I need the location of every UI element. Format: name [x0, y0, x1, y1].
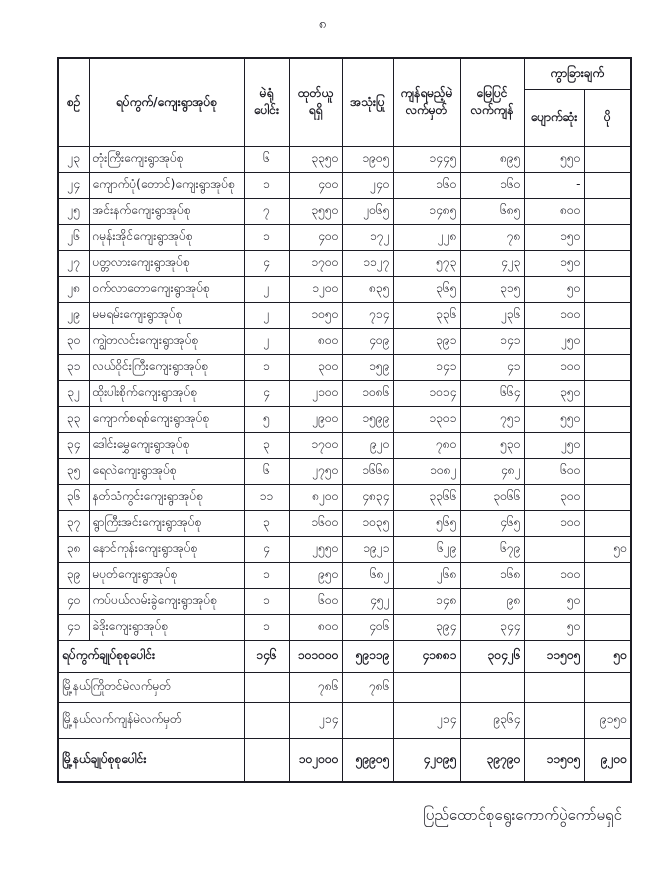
row-cell — [584, 224, 631, 250]
row-cell: ၃၉၁ — [393, 328, 460, 354]
row-name-cell: တုံးကြီးကျေးရွာအုပ်စု — [89, 146, 244, 172]
row-name-cell: ဝက်လာတောကျေးရွာအုပ်စု — [89, 276, 244, 302]
row-cell: ၁၆၀၀ — [289, 510, 342, 536]
row-name-cell: ရွာကြီးအင်းကျေးရွာအုပ်စု — [89, 510, 244, 536]
table-row — [58, 276, 631, 302]
row-cell: ၃၉၄ — [393, 614, 460, 640]
row-cell: ၆ — [244, 458, 289, 484]
row-cell: ၈၀၀ — [289, 328, 342, 354]
row-cell: ၂၁၀၀ — [289, 380, 342, 406]
table-row — [58, 250, 631, 276]
balance-stations — [244, 702, 289, 738]
row-cell: ၅၃၀ — [460, 432, 524, 458]
row-cell — [584, 250, 631, 276]
row-cell — [584, 146, 631, 172]
balance-used — [342, 702, 393, 738]
row-cell: ၃၁၅ — [460, 276, 524, 302]
row-seq-cell: ၃၇ — [58, 510, 89, 536]
row-cell: ၁ — [244, 354, 289, 380]
row-cell: ၄၈၂ — [460, 458, 524, 484]
row-seq-cell: ၂၈ — [58, 276, 89, 302]
advance-due — [393, 672, 460, 702]
row-cell: ၂၇၅၀ — [289, 458, 342, 484]
row-seq-cell: ၂၇ — [58, 250, 89, 276]
balance-ground: ၉၃၆၄ — [460, 702, 524, 738]
row-cell: ၆၆၄ — [460, 380, 524, 406]
advance-extra — [584, 672, 631, 702]
row-cell: ၂ — [244, 276, 289, 302]
row-cell: ၆ — [244, 146, 289, 172]
table-row — [58, 198, 631, 224]
row-name-cell: နတ်သံကွင်းကျေးရွာအုပ်စု — [89, 484, 244, 510]
ward-total-extra: ၅၀ — [584, 640, 631, 672]
row-cell: ၁၀၁၄ — [393, 380, 460, 406]
row-cell: ၈၃၅ — [342, 276, 393, 302]
row-cell: ၁၀၈၆ — [342, 380, 393, 406]
table-row — [58, 146, 631, 172]
row-cell — [584, 458, 631, 484]
row-cell: ၃ — [244, 510, 289, 536]
row-cell — [584, 198, 631, 224]
balance-ballots-row — [58, 702, 631, 738]
table-header — [58, 58, 631, 146]
row-cell: ၂၅၀ — [524, 328, 584, 354]
balance-received: ၂၁၄ — [289, 702, 342, 738]
row-cell: ၄၀၀ — [289, 172, 342, 198]
table-row — [58, 406, 631, 432]
row-cell: ၅၀ — [524, 614, 584, 640]
row-cell: ၁၀၅၀ — [289, 302, 342, 328]
row-cell: ၆၈၂ — [342, 562, 393, 588]
row-cell: ၃ — [244, 432, 289, 458]
township-total-lost: ၁၁၅၀၅ — [524, 738, 584, 782]
row-seq-cell: ၂၅ — [58, 198, 89, 224]
row-cell: ၁၄၄၅ — [393, 146, 460, 172]
advance-used: ၇၈၆ — [342, 672, 393, 702]
row-cell: ၅၇၃ — [393, 250, 460, 276]
advance-ballots-row — [58, 672, 631, 702]
row-cell: ၄၆၅ — [460, 510, 524, 536]
table-row — [58, 510, 631, 536]
row-cell: ၄၂၃ — [460, 250, 524, 276]
row-cell: ၃၀၆၆ — [460, 484, 524, 510]
row-cell: ၇၈ — [460, 224, 524, 250]
header-ward-village: ရပ်ကွက်/ကျေးရွာအုပ်စု — [89, 58, 244, 146]
ward-total-stations: ၁၄၆ — [244, 640, 289, 672]
row-seq-cell: ၃၆ — [58, 484, 89, 510]
table-row — [58, 354, 631, 380]
row-cell: ၆၈၅ — [460, 198, 524, 224]
row-cell: - — [524, 172, 584, 198]
advance-ballots-label: မြို့နယ်ကြိုတင်မဲလက်မှတ် — [58, 672, 244, 702]
table-row — [58, 536, 631, 562]
row-cell: ၆၂၉ — [393, 536, 460, 562]
row-cell: ၁ — [244, 224, 289, 250]
header-used: အသုံးပြု — [342, 58, 393, 146]
row-name-cell: ကပ်ပယ်လမ်းခွဲကျေးရွာအုပ်စု — [89, 588, 244, 614]
row-cell: ၁၅၉၉ — [342, 406, 393, 432]
row-cell — [584, 328, 631, 354]
row-cell: ၇၁၄ — [342, 302, 393, 328]
row-cell: ၁၆၆၈ — [342, 458, 393, 484]
row-cell: ၄ — [244, 250, 289, 276]
row-cell — [584, 406, 631, 432]
row-name-cell: ကျောက်စရစ်ကျေးရွာအုပ်စု — [89, 406, 244, 432]
row-cell: ၂၅၅၀ — [289, 536, 342, 562]
row-name-cell: ကျောက်ပုံ(တောင်)ကျေးရွာအုပ်စု — [89, 172, 244, 198]
row-cell: ၂ — [244, 302, 289, 328]
header-seq: စဉ် — [58, 58, 89, 146]
row-cell: ၃၀၀ — [524, 484, 584, 510]
row-seq-cell: ၃၃ — [58, 406, 89, 432]
row-cell: ၇၈၀ — [393, 432, 460, 458]
row-cell: ၁ — [244, 588, 289, 614]
row-cell: ၆၇၉ — [460, 536, 524, 562]
row-cell: ၆၀၀ — [524, 458, 584, 484]
row-seq-cell: ၃၁ — [58, 354, 89, 380]
row-name-cell: ထိုးပါးစိုက်ကျေးရွာအုပ်စု — [89, 380, 244, 406]
row-cell: ၄ — [244, 380, 289, 406]
row-cell — [584, 588, 631, 614]
township-total-received: ၁၀၂၀၀၀ — [289, 738, 342, 782]
row-cell: ၃၅၅၀ — [289, 198, 342, 224]
row-cell: ၃၀၀ — [289, 354, 342, 380]
row-seq-cell: ၂၄ — [58, 172, 89, 198]
row-cell: ၁၄၁ — [393, 354, 460, 380]
row-cell: ၂၅၀ — [524, 432, 584, 458]
row-cell: ၁၇၀၀ — [289, 432, 342, 458]
row-cell: ၁၆၈ — [460, 562, 524, 588]
advance-received: ၇၈၆ — [289, 672, 342, 702]
row-cell: ၈၂၀၀ — [289, 484, 342, 510]
row-name-cell: ဒေါင်းမွှေကျေးရွာအုပ်စု — [89, 432, 244, 458]
row-cell: ၁၀၈၂ — [393, 458, 460, 484]
row-cell: ၅၆၅ — [393, 510, 460, 536]
table-summary — [58, 640, 631, 782]
header-lost: ပျောက်ဆုံး — [524, 89, 584, 146]
table-row — [58, 562, 631, 588]
row-cell: ၁၉၂၁ — [342, 536, 393, 562]
township-total-stations — [244, 738, 289, 782]
advance-ground — [460, 672, 524, 702]
row-name-cell: အင်းနက်ကျေးရွာအုပ်စု — [89, 198, 244, 224]
row-seq-cell: ၂၉ — [58, 302, 89, 328]
ward-total-used: ၅၉၁၁၉ — [342, 640, 393, 672]
row-cell: ၅၀ — [524, 276, 584, 302]
ward-total-lost: ၁၁၅၀၅ — [524, 640, 584, 672]
row-name-cell: နောင်ကုန်းကျေးရွာအုပ်စု — [89, 536, 244, 562]
ballot-summary-table — [57, 57, 632, 783]
row-cell: ၁၁ — [244, 484, 289, 510]
row-cell: ၁၅၀ — [524, 224, 584, 250]
header-extra: ပို — [584, 89, 631, 146]
table-row — [58, 614, 631, 640]
row-cell: ၁၆၀ — [393, 172, 460, 198]
row-cell: ၁၅၉ — [342, 354, 393, 380]
row-cell: ၁၀၃၅ — [342, 510, 393, 536]
balance-ballots-label: မြို့နယ်လက်ကျန်မဲလက်မှတ် — [58, 702, 244, 738]
table-row — [58, 328, 631, 354]
row-cell: ၁ — [244, 614, 289, 640]
row-cell: ၂၀၆၅ — [342, 198, 393, 224]
township-total-label: မြို့နယ်ချုပ်စုစုပေါင်း — [58, 738, 244, 782]
township-total-ground: ၃၉၇၉၀ — [460, 738, 524, 782]
row-cell: ၄၈၃၄ — [342, 484, 393, 510]
header-ground-balance: မြေပြင်လက်ကျန် — [460, 58, 524, 146]
row-cell: ၂၂၈ — [393, 224, 460, 250]
row-cell: ၉၈ — [460, 588, 524, 614]
row-cell: ၁၁၂၇ — [342, 250, 393, 276]
table-row — [58, 432, 631, 458]
row-cell: ၁၉၀၅ — [342, 146, 393, 172]
row-cell: ၃၃၆ — [393, 302, 460, 328]
advance-lost — [524, 672, 584, 702]
row-cell — [584, 380, 631, 406]
row-name-cell: ဂမုန်းအိုင်ကျေးရွာအုပ်စု — [89, 224, 244, 250]
ward-total-label: ရပ်ကွက်ချုပ်စုစုပေါင်း — [58, 640, 244, 672]
row-cell: ၄ — [244, 536, 289, 562]
row-cell: ၄၁ — [460, 354, 524, 380]
row-cell: ၂ — [244, 328, 289, 354]
row-cell: ၁ — [244, 562, 289, 588]
table-row — [58, 458, 631, 484]
row-cell: ၄၀၀ — [289, 224, 342, 250]
township-total-due: ၄၂၀၉၅ — [393, 738, 460, 782]
row-seq-cell: ၂၆ — [58, 224, 89, 250]
row-cell — [584, 432, 631, 458]
row-name-cell: မမရမ်းကျေးရွာအုပ်စု — [89, 302, 244, 328]
row-cell: ၃၄၄ — [460, 614, 524, 640]
row-cell: ၈၀၀ — [524, 198, 584, 224]
row-cell: ၁၇၀၀ — [289, 250, 342, 276]
row-name-cell: ရေလဲကျေးရွာအုပ်စု — [89, 458, 244, 484]
commission-signature: ပြည်ထောင်စုရွေးကောက်ပွဲကော်မရှင် — [423, 806, 622, 824]
advance-stations — [244, 672, 289, 702]
row-name-cell: ကျွဲတလင်းကျေးရွာအုပ်စု — [89, 328, 244, 354]
row-seq-cell: ၄၁ — [58, 614, 89, 640]
row-cell: ၁၅၀ — [524, 250, 584, 276]
row-cell: ၅ — [244, 406, 289, 432]
row-cell: ၉၅၀ — [289, 562, 342, 588]
table-row — [58, 484, 631, 510]
table-row — [58, 302, 631, 328]
row-cell: ၇၅၁ — [460, 406, 524, 432]
row-cell: ၈၉၅ — [460, 146, 524, 172]
ward-total-due: ၄၁၈၈၁ — [393, 640, 460, 672]
header-ballots-due: ကျန်ရမည့်မဲလက်မှတ် — [393, 58, 460, 146]
row-name-cell: ပတ္တလားကျေးရွာအုပ်စု — [89, 250, 244, 276]
row-cell: ၈၀၀ — [289, 614, 342, 640]
row-cell: ၁၀၀ — [524, 562, 584, 588]
row-cell — [584, 562, 631, 588]
row-cell: ၄၀၆ — [342, 614, 393, 640]
row-cell — [584, 172, 631, 198]
row-cell: ၁ — [244, 172, 289, 198]
row-cell — [584, 614, 631, 640]
row-cell — [584, 510, 631, 536]
row-cell: ၃၃၅၀ — [289, 146, 342, 172]
row-seq-cell: ၃၀ — [58, 328, 89, 354]
row-cell: ၅၅၀ — [524, 146, 584, 172]
row-cell: ၁၄၈ — [393, 588, 460, 614]
row-cell: ၂၆၈ — [393, 562, 460, 588]
table-row — [58, 588, 631, 614]
row-cell: ၁၂၀၀ — [289, 276, 342, 302]
row-cell: ၉၂၀ — [342, 432, 393, 458]
table-row — [58, 172, 631, 198]
header-difference: ကွာခြားချက် — [524, 58, 631, 89]
row-cell: ၁၀၀ — [524, 354, 584, 380]
row-cell: ၆၀၀ — [289, 588, 342, 614]
row-cell — [584, 354, 631, 380]
row-cell: ၃၆၅ — [393, 276, 460, 302]
row-cell — [524, 536, 584, 562]
ward-total-ground: ၃၀၄၂၆ — [460, 640, 524, 672]
balance-extra: ၉၁၅၀ — [584, 702, 631, 738]
row-cell: ၁၀၀ — [524, 510, 584, 536]
balance-due: ၂၁၄ — [393, 702, 460, 738]
township-total-row — [58, 738, 631, 782]
header-received: ထုတ်ယူရရှိ — [289, 58, 342, 146]
row-cell: ၁၄၈၅ — [393, 198, 460, 224]
table-row — [58, 224, 631, 250]
balance-lost — [524, 702, 584, 738]
row-cell — [584, 484, 631, 510]
row-seq-cell: ၄၀ — [58, 588, 89, 614]
row-cell: ၅၅၀ — [524, 406, 584, 432]
page-number: ၈ — [318, 17, 327, 32]
row-seq-cell: ၃၂ — [58, 380, 89, 406]
row-cell: ၃၃၆၆ — [393, 484, 460, 510]
row-name-cell: ခဲဒိုးကျေးရွာအုပ်စု — [89, 614, 244, 640]
ward-total-row — [58, 640, 631, 672]
row-cell — [584, 276, 631, 302]
ward-total-received: ၁၀၁၀၀၀ — [289, 640, 342, 672]
row-name-cell: လယ်ဝိုင်းကြီးကျေးရွာအုပ်စု — [89, 354, 244, 380]
row-cell: ၂၉၀၀ — [289, 406, 342, 432]
table-row — [58, 380, 631, 406]
row-cell — [584, 302, 631, 328]
row-cell: ၁၀၀ — [524, 302, 584, 328]
row-seq-cell: ၂၃ — [58, 146, 89, 172]
row-cell: ၅၀ — [524, 588, 584, 614]
row-seq-cell: ၃၉ — [58, 562, 89, 588]
row-cell: ၁၃၀၁ — [393, 406, 460, 432]
township-total-extra: ၉၂၀၀ — [584, 738, 631, 782]
row-cell: ၁၇၂ — [342, 224, 393, 250]
header-polling-stations: မဲရုံပေါင်း — [244, 58, 289, 146]
row-cell: ၄၅၂ — [342, 588, 393, 614]
row-cell: ၂၄၀ — [342, 172, 393, 198]
row-seq-cell: ၃၄ — [58, 432, 89, 458]
row-cell: ၅၀ — [584, 536, 631, 562]
row-cell: ၂၃၆ — [460, 302, 524, 328]
table-body — [58, 146, 631, 640]
row-cell: ၁၆၀ — [460, 172, 524, 198]
row-cell: ၃၅၀ — [524, 380, 584, 406]
row-name-cell: မပုတ်ကျေးရွာအုပ်စု — [89, 562, 244, 588]
row-cell: ၄၀၉ — [342, 328, 393, 354]
row-seq-cell: ၃၈ — [58, 536, 89, 562]
township-total-used: ၅၉၉၀၅ — [342, 738, 393, 782]
row-seq-cell: ၃၅ — [58, 458, 89, 484]
row-cell: ၁၄၁ — [460, 328, 524, 354]
row-cell: ၇ — [244, 198, 289, 224]
